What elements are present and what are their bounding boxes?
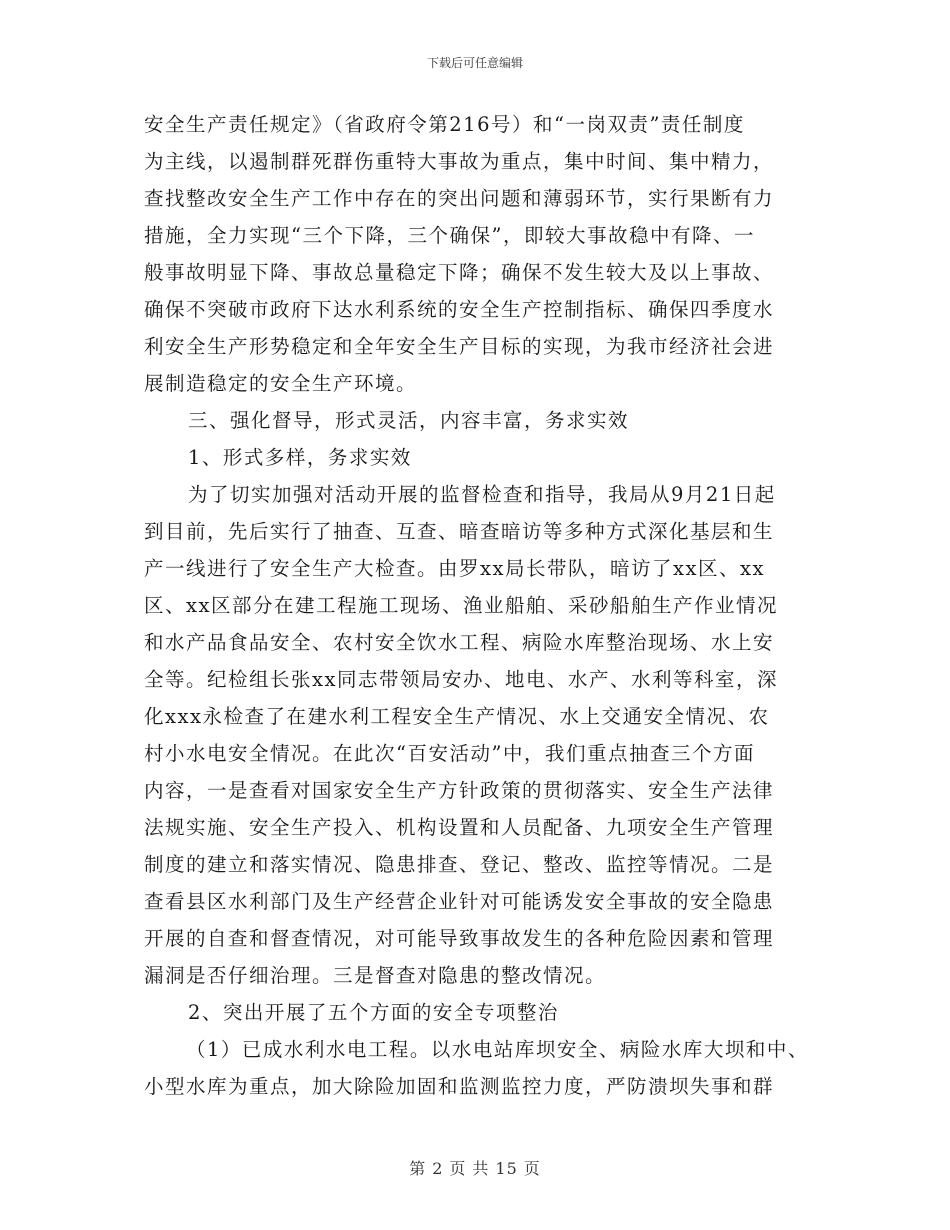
body-line: 查找整改安全生产工作中存在的突出问题和薄弱环节，实行果断有力 (144, 187, 775, 210)
subsection-heading: 2、突出开展了五个方面的安全专项整治 (188, 1001, 559, 1024)
footer-suffix: 页 (523, 1159, 541, 1178)
subsection-heading: 1、形式多样，务求实效 (188, 446, 412, 469)
document-body (144, 106, 824, 1105)
body-line: 展制造稳定的安全生产环境。 (144, 372, 418, 395)
body-line: 确保不突破市政府下达水利系统的安全生产控制指标、确保四季度水 (144, 298, 775, 321)
body-line: 为主线，以遏制群死群伤重特大事故为重点，集中时间、集中精力， (144, 150, 775, 173)
body-line: 为了切实加强对活动开展的监督检查和指导，我局从9月21日起 (188, 483, 776, 506)
body-line: 制度的建立和落实情况、隐患排查、登记、整改、监控等情况。二是 (144, 853, 775, 876)
body-line: 利安全生产形势稳定和全年安全生产目标的实现，为我市经济社会进 (144, 335, 775, 358)
body-line: 漏洞是否仔细治理。三是督查对隐患的整改情况。 (144, 964, 607, 987)
body-line: 产一线进行了安全生产大检查。由罗xx局长带队，暗访了xx区、xx (144, 557, 765, 580)
body-line: 安全生产责任规定》（省政府令第216号）和“一岗双责”责任制度 (144, 113, 745, 136)
body-line: 开展的自查和督查情况，对可能导致事故发生的各种危险因素和管理 (144, 927, 775, 950)
body-line: （1）已成水利水电工程。以水电站库坝安全、病险水库大坝和中、 (186, 1038, 809, 1061)
body-line: 全等。纪检组长张xx同志带领局安办、地电、水产、水利等科室，深 (144, 668, 778, 691)
page-footer (0, 1156, 950, 1179)
body-line: 般事故明显下降、事故总量稳定下降；确保不发生较大及以上事故、 (144, 261, 775, 284)
body-line: 法规实施、安全生产投入、机构设置和人员配备、九项安全生产管理 (144, 816, 775, 839)
footer-total-prefix: 共 (472, 1159, 490, 1178)
current-page-number: 2 (432, 1159, 444, 1178)
footer-middle: 页 (449, 1159, 467, 1178)
body-line: 到目前，先后实行了抽查、互查、暗查暗访等多种方式深化基层和生 (144, 520, 775, 543)
body-line: 区、xx区部分在建工程施工现场、渔业船舶、采砂船舶生产作业情况 (144, 594, 778, 617)
body-line: 内容，一是查看对国家安全生产方针政策的贯彻落实、安全生产法律 (144, 779, 775, 802)
footer-prefix: 第 (409, 1159, 427, 1178)
total-page-count: 15 (495, 1159, 518, 1178)
body-line: 小型水库为重点，加大除险加固和监测监控力度，严防溃坝失事和群 (144, 1075, 775, 1098)
body-line: 查看县区水利部门及生产经营企业针对可能诱发安全事故的安全隐患 (144, 890, 775, 913)
body-line: 和水产品食品安全、农村安全饮水工程、病险水库整治现场、水上安 (144, 631, 775, 654)
page-header-note: 下载后可任意编辑 (426, 56, 523, 70)
body-line: 化xxx永检查了在建水利工程安全生产情况、水上交通安全情况、农 (144, 705, 770, 728)
section-heading: 三、强化督导，形式灵活，内容丰富，务求实效 (188, 409, 630, 432)
body-line: 措施，全力实现“三个下降，三个确保”，即较大事故稳中有降、一 (144, 224, 755, 247)
body-line: 村小水电安全情况。在此次“百安活动”中，我们重点抽查三个方面 (144, 742, 755, 765)
